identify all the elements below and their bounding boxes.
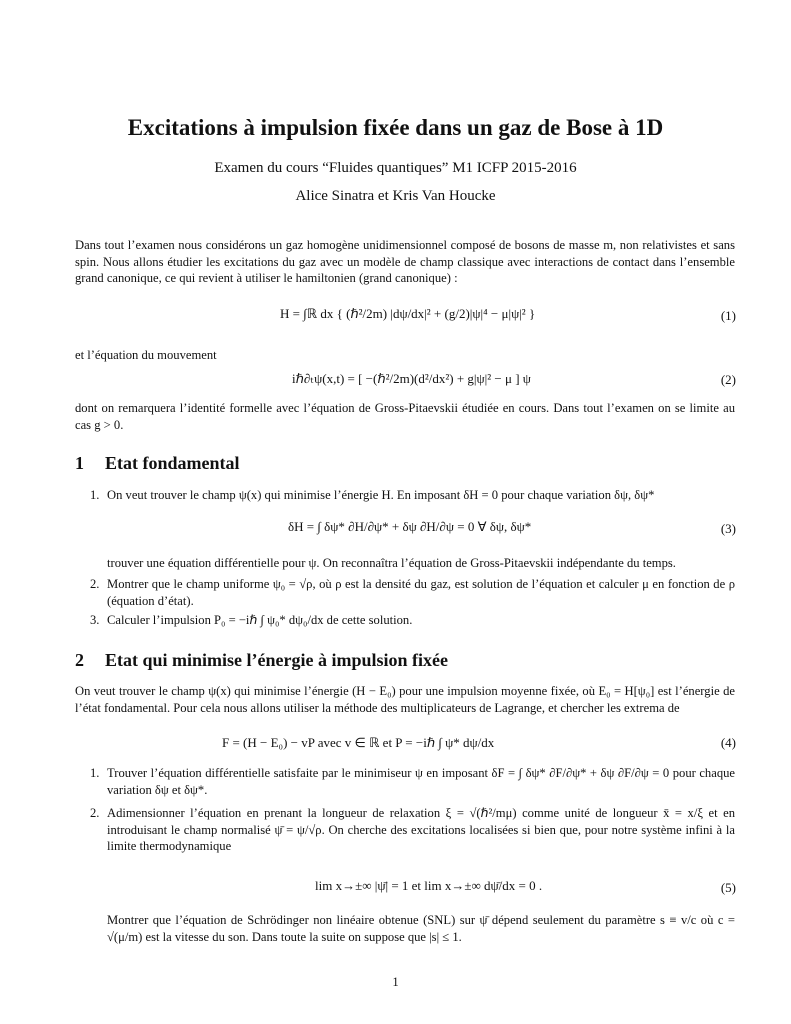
motion-text: et l’équation du mouvement bbox=[75, 348, 217, 362]
paper-subtitle: Examen du cours “Fluides quantiques” M1 ICFP 2015-2016 bbox=[214, 160, 577, 176]
intro-paragraph: Dans tout l’examen nous considérons un gaz homogène unidimensionnel composé de bosons de masse m, non relativistes et sans spin. Nous allons étudier les excitations du gaz avec un modèle de champ classique avec interactions de contact dans l’ensemble grand canonique, ce qui revient à utiliser le hamiltonien (grand canonique) : bbox=[75, 238, 735, 285]
section-1-number: 1 bbox=[75, 453, 84, 473]
item-number: 3. bbox=[90, 613, 100, 627]
section-1-item-1 bbox=[90, 487, 735, 504]
section-1-heading bbox=[75, 453, 240, 474]
section-2-number: 2 bbox=[75, 650, 84, 670]
paper-title: Excitations à impulsion fixée dans un gaz de Bose à 1D bbox=[127, 115, 664, 140]
section-1-item-2 bbox=[90, 576, 735, 609]
item-text: Montrer que le champ uniforme ψ₀ = √ρ, où ρ est la densité du gaz, est solution de l’équation et calculer μ en fonction de ρ (équation d’état). bbox=[107, 577, 735, 608]
item-text: Adimensionner l’équation en prenant la longueur de relaxation ξ = √(ℏ²/mμ) comme unité de longueur x̄ = x/ξ et en introduisant le champ normalisé ψ̄ = ψ/√ρ. On cherche des excitations localisées si bien que, pour notre système infini à la limite thermodynamique bbox=[107, 806, 735, 853]
section-2-intro: On veut trouver le champ ψ(x) qui minimise l’énergie (H − E₀) pour une impulsion moyenne fixée, où E₀ = H[ψ₀] est l’énergie de l’état fondamental. Pour cela nous allons utiliser la méthode des multiplicateurs de Lagrange, et chercher les extrema de bbox=[75, 684, 735, 715]
item-number: 2. bbox=[90, 806, 100, 820]
item-text: Calculer l’impulsion P₀ = −iℏ ∫ ψ₀* dψ₀/dx de cette solution. bbox=[107, 613, 413, 627]
section-2-item-2 bbox=[90, 805, 735, 855]
equation-3: δH = ∫ δψ* ∂H/∂ψ* + δψ ∂H/∂ψ = 0 ∀ δψ, δψ* bbox=[288, 519, 532, 534]
item-text: Trouver l’équation différentielle satisfaite par le minimiseur ψ en imposant δF = ∫ δψ* ∂F/∂ψ* + δψ ∂F/∂ψ = 0 pour chaque variation δψ et δψ*. bbox=[107, 766, 735, 797]
item-number: 1. bbox=[90, 488, 100, 502]
page-number: 1 bbox=[392, 975, 399, 989]
equation-5: lim x→±∞ |ψ̄| = 1 et lim x→±∞ dψ̄/dx = 0 . bbox=[315, 878, 543, 893]
equation-2: iℏ∂ₜψ(x,t) = [ −(ℏ²/2m)(d²/dx²) + g|ψ|² − μ ] ψ bbox=[292, 371, 531, 386]
paper-authors: Alice Sinatra et Kris Van Houcke bbox=[295, 188, 496, 204]
equation-4-number: (4) bbox=[720, 735, 736, 750]
section-2-heading bbox=[75, 650, 448, 671]
section-1-title: Etat fondamental bbox=[105, 453, 240, 473]
equation-4: F = (H − E₀) − vP avec v ∈ ℝ et P = −iℏ ∫ ψ* dψ/dx bbox=[222, 735, 495, 750]
section-1-item-3 bbox=[90, 612, 735, 629]
section-1-item-1-continuation: trouver une équation différentielle pour ψ. On reconnaîtra l’équation de Gross-Pitaevskii indépendante du temps. bbox=[107, 556, 676, 570]
section-2-item-1 bbox=[90, 765, 735, 798]
item-text: On veut trouver le champ ψ(x) qui minimise l’énergie H. En imposant δH = 0 pour chaque variation δψ, δψ* bbox=[107, 488, 655, 502]
item-number: 2. bbox=[90, 577, 100, 591]
section-2-item-2-continuation: Montrer que l’équation de Schrödinger non linéaire obtenue (SNL) sur ψ̄ dépend seulement du paramètre s ≡ v/c où c = √(μ/m) est la vitesse du son. Dans toute la suite on suppose que |s| ≤ 1. bbox=[107, 913, 735, 944]
gp-paragraph: dont on remarquera l’identité formelle avec l’équation de Gross-Pitaevskii étudiée en cours. Dans tout l’examen on se limite au cas g > 0. bbox=[75, 401, 735, 432]
equation-5-number: (5) bbox=[720, 880, 736, 895]
equation-2-number: (2) bbox=[720, 372, 736, 387]
equation-1: H = ∫ℝ dx { (ℏ²/2m) |dψ/dx|² + (g/2)|ψ|⁴ − μ|ψ|² } bbox=[280, 306, 536, 321]
section-2-title: Etat qui minimise l’énergie à impulsion fixée bbox=[105, 650, 448, 670]
item-number: 1. bbox=[90, 766, 100, 780]
equation-1-number: (1) bbox=[720, 308, 736, 323]
equation-3-number: (3) bbox=[720, 521, 736, 536]
